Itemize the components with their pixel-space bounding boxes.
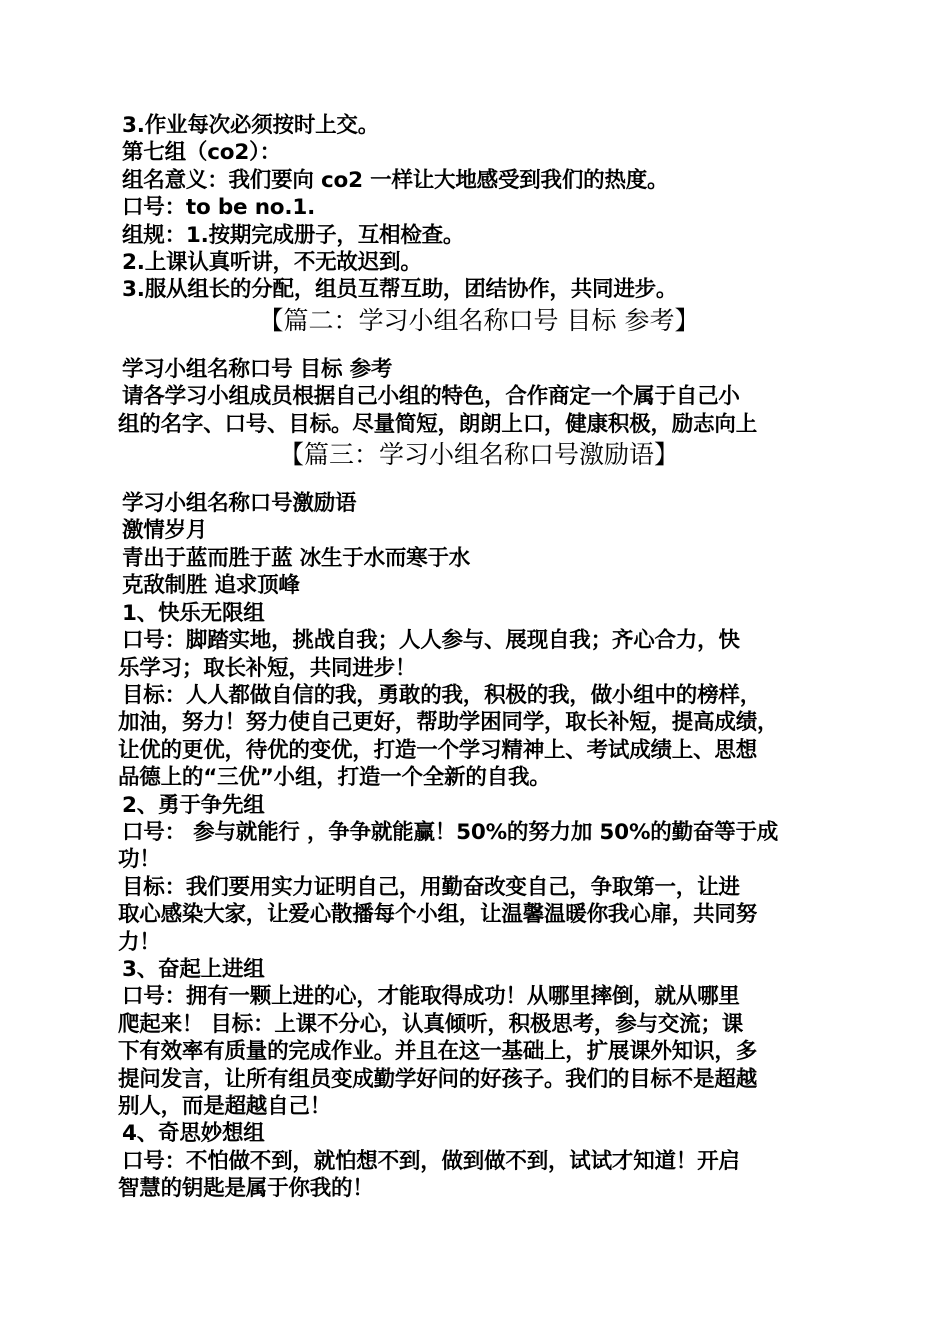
text-line: 目标：人人都做自信的我，勇敢的我，积极的我，做小组中的榜样，: [122, 682, 762, 708]
section-three: [118, 438, 840, 1203]
group-title: 3、奋起上进组: [122, 956, 265, 982]
section-subtitle: 学习小组名称口号激励语: [122, 491, 357, 517]
text-line: 品德上的“三优”小组，打造一个全新的自我。: [118, 765, 551, 791]
text-line: 口号： 参与就能行 ，争争就能赢！50%的努力加 50%的勤奋等于成: [122, 819, 779, 845]
section-one-tail: [118, 112, 840, 304]
section-heading: 【篇三：学习小组名称口号激励语】: [278, 440, 679, 470]
section-two: [118, 304, 840, 438]
text-line: 别人，而是超越自己！: [118, 1094, 332, 1119]
text-line: 组名意义：我们要向 co2 一样让大地感受到我们的热度。: [122, 167, 669, 193]
group-title: 1、快乐无限组: [122, 600, 265, 626]
group-title: 4、奇思妙想组: [122, 1121, 265, 1147]
text-line: 激情岁月: [122, 518, 208, 544]
text-line: 目标：我们要用实力证明自己，用勤奋改变自己，争取第一，让进: [122, 874, 740, 900]
text-line: 口号：不怕做不到，就怕想不到，做到做不到，试试才知道！开启: [122, 1148, 740, 1174]
text-line: 口号：脚踏实地，挑战自我；人人参与、展现自我；齐心合力，快: [122, 628, 740, 654]
group-seven-title: 第七组（co2）：: [122, 140, 281, 166]
text-line: 青出于蓝而胜于蓝 冰生于水而寒于水: [122, 545, 471, 571]
text-line: 组规：1.按期完成册子，互相检查。: [122, 222, 465, 248]
document-page: [118, 112, 840, 1203]
text-line: 力！: [118, 929, 161, 955]
text-line: 请各学习小组成员根据自己小组的特色，合作商定一个属于自己小: [122, 384, 740, 410]
group-title: 2、勇于争先组: [122, 792, 265, 818]
section-heading: 【篇二：学习小组名称口号 目标 参考】: [258, 305, 700, 335]
text-line: 3.作业每次必须按时上交。: [122, 113, 380, 138]
text-line: 取心感染大家，让爱心散播每个小组，让温馨温暖你我心扉，共同努: [118, 902, 758, 928]
text-line: 功！: [118, 847, 161, 873]
text-line: 组的名字、口号、目标。尽量简短，朗朗上口，健康积极，励志向上: [118, 411, 758, 437]
text-line: 下有效率有质量的完成作业。并且在这一基础上，扩展课外知识，多: [118, 1039, 758, 1065]
text-line: 加油，努力！努力使自己更好，帮助学困同学，取长补短，提高成绩，: [118, 710, 779, 736]
section-subtitle: 学习小组名称口号 目标 参考: [122, 356, 393, 382]
text-line: 爬起来！ 目标：上课不分心，认真倾听，积极思考，参与交流；课: [118, 1011, 743, 1037]
text-line: 智慧的钥匙是属于你我的！: [118, 1176, 374, 1202]
text-line: 3.服从组长的分配，组员互帮互助，团结协作，共同进步。: [122, 277, 678, 303]
text-line: 口号：拥有一颗上进的心，才能取得成功！从哪里摔倒，就从哪里: [122, 984, 740, 1010]
text-line: 提问发言，让所有组员变成勤学好问的好孩子。我们的目标不是超越: [118, 1066, 758, 1092]
text-line: 2.上课认真听讲，不无故迟到。: [122, 250, 422, 276]
text-line: 克敌制胜 追求顶峰: [122, 573, 300, 599]
text-line: 乐学习；取长补短，共同进步！: [118, 655, 417, 681]
text-line: 口号：to be no.1.: [122, 195, 316, 221]
text-line: 让优的更优，待优的变优，打造一个学习精神上、考试成绩上、思想: [118, 737, 758, 763]
